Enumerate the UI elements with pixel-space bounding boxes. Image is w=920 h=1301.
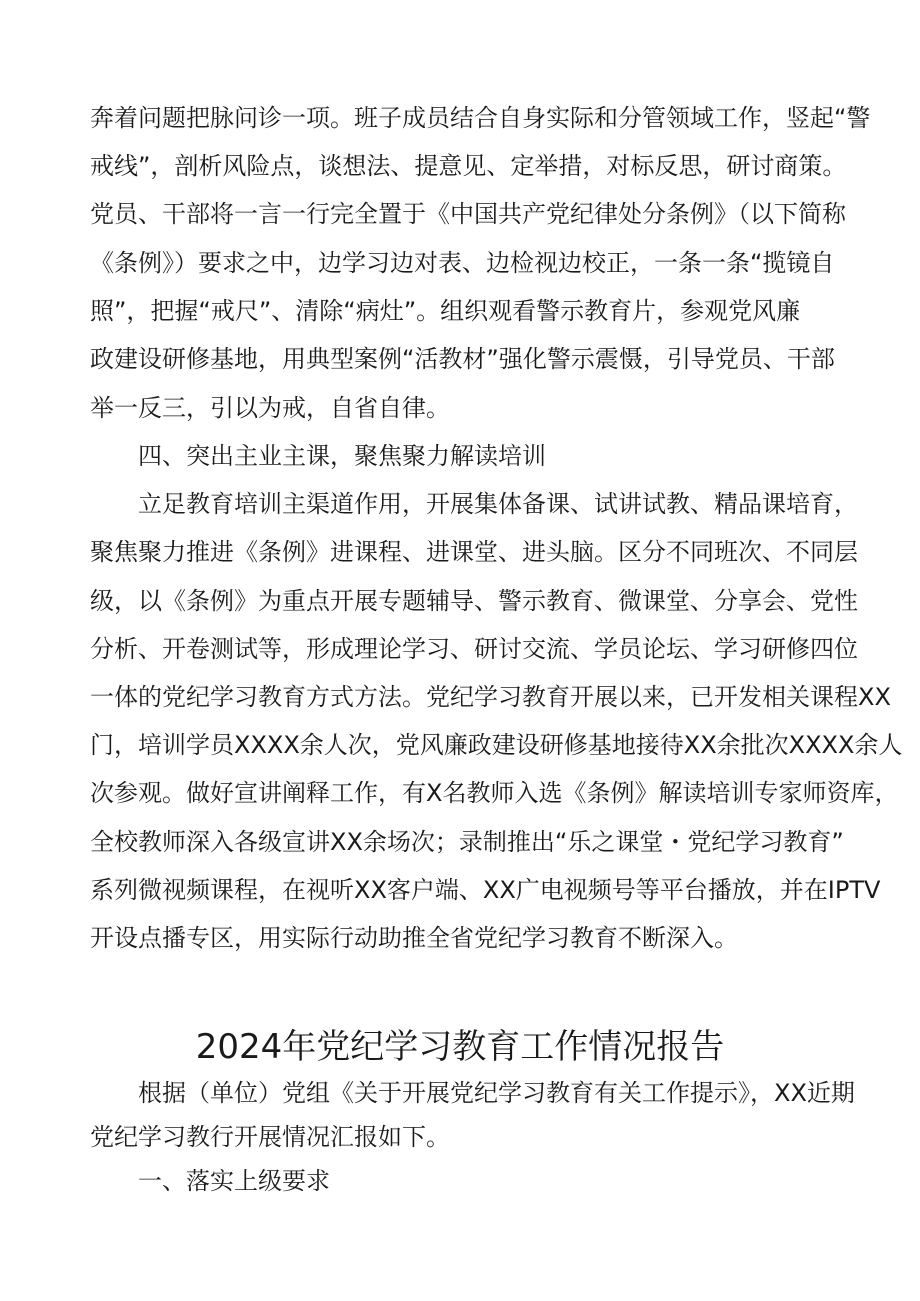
paragraph-line: 举一反三，引以为戒，自省自律。: [90, 394, 450, 422]
report-title: 2024年党纪学习教育工作情况报告: [195, 1027, 725, 1067]
paragraph-line: 戒线”，剖析风险点，谈想法、提意见、定举措，对标反思，研讨商策。: [90, 152, 847, 180]
paragraph-line: 根据（单位）党组《关于开展党纪学习教育有关工作提示》，XX近期: [138, 1079, 855, 1107]
paragraph-line: 门，培训学员XXXX余人次，党风廉政建设研修基地接待XX余批次XXXX余人: [90, 731, 903, 759]
paragraph-line: 聚焦聚力推进《条例》进课程、进课堂、进头脑。区分不同班次、不同层: [90, 538, 858, 566]
paragraph-line: 级，以《条例》为重点开展专题辅导、警示教育、微课堂、分享会、党性: [90, 587, 858, 615]
paragraph-line: 政建设研修基地，用典型案例“活教材”强化警示震慑，引导党员、干部: [90, 345, 835, 373]
paragraph-line: 一体的党纪学习教育方式方法。党纪学习教育开展以来，已开发相关课程XX: [90, 683, 891, 711]
paragraph-line: 次参观。做好宣讲阐释工作，有X名教师入选《条例》解读培训专家师资库，: [90, 779, 899, 807]
paragraph-line: 系列微视频课程，在视听XX客户端、XX广电视频号等平台播放，并在IPTV: [90, 876, 881, 904]
section-heading: 四、突出主业主课，聚焦聚力解读培训: [138, 442, 546, 470]
paragraph-line: 党纪学习教行开展情况汇报如下。: [90, 1123, 450, 1151]
paragraph-line: 奔着问题把脉问诊一项。班子成员结合自身实际和分管领域工作，竖起“警: [90, 104, 871, 132]
paragraph-line: 分析、开卷测试等，形成理论学习、研讨交流、学员论坛、学习研修四位: [90, 635, 858, 663]
paragraph-line: 开设点播专区，用实际行动助推全省党纪学习教育不断深入。: [90, 924, 738, 952]
paragraph-line: 照”，把握“戒尺”、清除“病灶”。组织观看警示教育片，参观党风廉: [90, 297, 801, 325]
section-heading: 一、落实上级要求: [138, 1167, 330, 1195]
paragraph-line: 《条例》）要求之中，边学习边对表、边检视边校正，一条一条“揽镜自: [90, 249, 835, 277]
paragraph-line: 全校教师深入各级宣讲XX余场次；录制推出“乐之课堂・党纪学习教育”: [90, 828, 844, 856]
paragraph-line: 党员、干部将一言一行完全置于《中国共产党纪律处分条例》（以下简称: [90, 200, 846, 228]
paragraph-line: 立足教育培训主渠道作用，开展集体备课、试讲试教、精品课培育，: [138, 490, 858, 518]
